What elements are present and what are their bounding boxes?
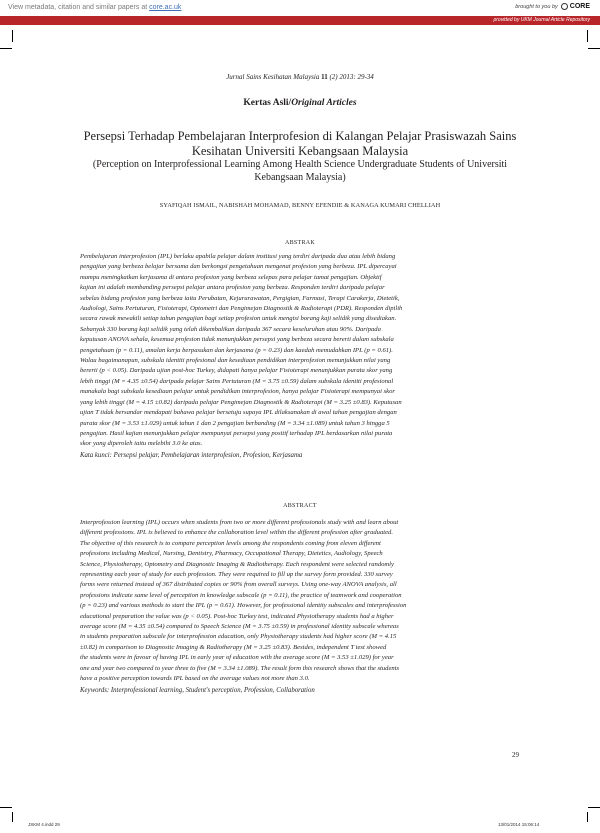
abstract-line: different professions. IPL is believed to enhance the collaboration level within the different profession after graduated. (80, 529, 393, 537)
abstrak-line: Walau bagaimanapun, subskala identiti profesional dan kesediaan pendidikan interprofesion menunjukkan nilai yang (80, 357, 391, 365)
abstract-body (80, 518, 522, 685)
abstrak-line: purata skor (M = 3.53 ±1.029) untuk tahun 1 dan 2 pengajian berbanding (M = 3.34 ±1.089) untuk tahun 3 hingga 5 (80, 419, 390, 427)
journal-volume: 11 (321, 73, 328, 81)
kata-kunci: Kata kunci: Persepsi pelajar, Pembelajaran interprofesion, Profesion, Kerjasama (80, 452, 303, 459)
abstract-heading: ABSTRACT (283, 503, 317, 509)
section-type (0, 98, 600, 108)
abstract-line: Science, Physiotherapy, Optometry and Diagnostic Imaging & Radiotherapy. Each respondent were selected randomly (80, 560, 394, 568)
keywords: Keywords: Interprofessional learning, Student's perception, Profession, Collaboration (80, 687, 315, 694)
abstrak-line: bererti (p < 0.05). Daripada ujian post-hoc Turkey, didapati hanya pelajar Fisioterapi menunjukkan purata skor yang (80, 367, 393, 375)
brought-by (515, 3, 590, 10)
abstrak-line: mampu meningkatkan kerjasama di antara profesion yang berbeza selepas para pelajar tamat pengajian. Objektif (80, 273, 382, 281)
abstrak-line: Sebanyak 330 borang kaji selidik yang telah dikembalikan daripada 367 secara keseluruhan atau 90%. Daripada (80, 325, 381, 333)
abstrak-line: pengajian. Hasil kajian menunjukkan pelajar mempunyai persepsi yang positif terhadap IPL berdasarkan nilai purata (80, 429, 393, 437)
crop-mark (588, 807, 600, 808)
abstract-line: average score (M = 4.35 ±0.54) compared to Speech Science (M = 3.75 ±0.59) in professional identity subscale whereas (80, 623, 399, 631)
brought-by-text: brought to you by (515, 3, 558, 10)
abstrak-line: yang lebih tinggi (M = 4.15 ±0.82) daripada pelajar Pengimejan Diagnostik & Radioterapi (M = 3.25 ±0.83). Keputusan (80, 398, 402, 406)
journal-citation (0, 73, 600, 81)
repository-bar (0, 16, 600, 25)
abstract-line: professions indicate same level of perception in knowledge subscale (p = 0.11), the practice of teamwork and cooperation (80, 591, 402, 599)
abstract-line: educational preparation the value was (p < 0.05). Post-hoc Turkey test, indicated Physiotherapy students had a higher (80, 612, 394, 620)
abstrak-line: kajian ini adalah membanding persepsi pelajar antara profesion yang berbeza. Responden terdiri daripada pelajar (80, 284, 385, 292)
core-logo-icon (561, 3, 568, 10)
abstrak-body (80, 252, 522, 450)
abstract-line: forms were returned instead of 367 distributed copies or 90% from overall surveys. Using one-way ANOVA analysis, all (80, 581, 397, 589)
core-link[interactable]: core.ac.uk (149, 4, 182, 11)
abstract-line: ±0.82) in comparison to Diagnostic Imaging & Radiotherapy (M = 3.25 ±0.83). Besides, independent T test showed (80, 643, 387, 651)
journal-issue-pages: (2) 2013: 29-34 (327, 73, 374, 81)
provided-by-text[interactable]: provided by UKM Journal Article Repository (493, 17, 590, 23)
abstrak-line: lebih tinggi (M = 4.35 ±0.54) daripada pelajar Sains Pertuturan (M = 3.75 ±0.59) dalam subskala identiti profesional (80, 377, 394, 385)
section-type-english: Original Articles (291, 98, 357, 108)
metadata-notice-text: View metadata, citation and similar papers at (8, 4, 150, 11)
abstrak-line: pengetahuan (p = 0.11), amalan kerja berpasukan dan kerjasama (p = 0.23) dan kaedah memudahkan IPL (p = 0.61). (80, 346, 393, 354)
abstrak-line: manakala bagi subskala kesediaan pelajar untuk pendidikan interprofesion, hanya pelajar Fisioterapi mempunyai skor (80, 388, 395, 396)
title-english: (Perception on Interprofessional Learning Among Health Science Undergraduate Students of Universiti Kebangsaan Malaysia) (92, 159, 508, 183)
footer-file: JSKM 4.indd 29 (28, 822, 60, 827)
abstract-line: Interprofession learning (IPL) occurs when students from two or more different professionals study with and learn about (80, 519, 399, 526)
crop-mark (12, 30, 13, 42)
crop-mark (0, 807, 12, 808)
abstract-line: professions including Medical, Nursing, Dentistry, Pharmacy, Occupational Therapy, Dietetics, Audiology, Speech (80, 550, 383, 558)
abstract-line: in students preparation subscale for interprofession education, only Physiotherapy students had higher score (M = 4.15 (80, 633, 397, 641)
abstract-line: (p = 0.23) and various methods to start the IPL (p = 0.61). However, for professional identity subscales and interprofession (80, 602, 407, 610)
abstrak-line: Pembelajaran interprofesion (IPL) berlaku apabila pelajar dalam institusi yang terdiri daripada dua atau lebih bidang (80, 253, 396, 260)
abstrak-line: secara rawak mewakili setiap tahun pengajian bagi setiap profesion untuk mengisi borang kaji selidik yang disediakan. (80, 315, 397, 323)
metadata-notice (8, 4, 181, 11)
title-malay: Persepsi Terhadap Pembelajaran Interprofesion di Kalangan Pelajar Prasiswazah Sains Kesihatan Universiti Kebangsaan Malaysia (83, 129, 517, 158)
crop-mark (587, 812, 588, 822)
abstract-line: one and year two compared to year three to five (M = 3.34 ±1.089). The result form this research shows that the students (80, 664, 400, 672)
page-number: 29 (512, 751, 519, 759)
crop-mark (0, 48, 12, 49)
journal-name: Jurnal Sains Kesihatan Malaysia (226, 73, 320, 81)
abstract-line: have a positive perception towards IPL based on the average values not more than 3.0. (80, 675, 310, 683)
abstrak-line: ujian T tidak bersandar mendapati bahawa pelajar bersetuju supaya IPL dilaksanakan di awal tahun pengajian dengan (80, 409, 397, 417)
core-logo-text: CORE (569, 3, 590, 10)
abstract-line: The objective of this research is to compare perception levels among the respondents coming from eleven different (80, 539, 381, 547)
section-type-malay: Kertas Asli/ (243, 98, 292, 108)
crop-mark (588, 48, 600, 49)
abstrak-line: pengajian yang berbeza belajar bersama dan berkongsi pengetahuan mengenai profesion yang berbeza. IPL dipercayai (80, 263, 397, 271)
abstrak-heading: ABSTRAK (284, 240, 316, 246)
crop-mark (587, 30, 588, 42)
crop-mark (12, 812, 13, 822)
authors: SYAFIQAH ISMAIL, NABISHAH MOHAMAD, BENNY EFENDIE & KANAGA KUMARI CHELLIAH (159, 202, 441, 209)
abstrak-line: keputusan ANOVA sehala, kesemua profesion tidak menunjukkan persepsi yang berbeza secara bererti dalam subskala (80, 336, 394, 344)
abstract-line: the students were in favour of having IPL in early year of education with the average score (M = 3.53 ±1.029) for year (80, 654, 394, 662)
core-logo[interactable] (561, 3, 590, 10)
abstrak-line: skor yang diperoleh iaitu melebihi 3.0 ke atas. (80, 440, 203, 448)
abstrak-line: Audiologi, Sains Pertuturan, Fisioterapi, Optometri dan Pengimejan Diagnostik & Radioterapi (PDR). Responden dipilih (80, 305, 403, 313)
abstrak-line: sebelas bidang profesion yang berbeza iaitu Perubatan, Kejururawatan, Pergigian, Farmasi, Terapi Carakerja, Dietetik, (80, 294, 400, 302)
abstract-line: representing each year of study for each profession. They were required to fill up the survey form provided. 330 survey (80, 571, 393, 579)
footer-timestamp: 13/01/2014 15:06:14 (498, 822, 540, 827)
